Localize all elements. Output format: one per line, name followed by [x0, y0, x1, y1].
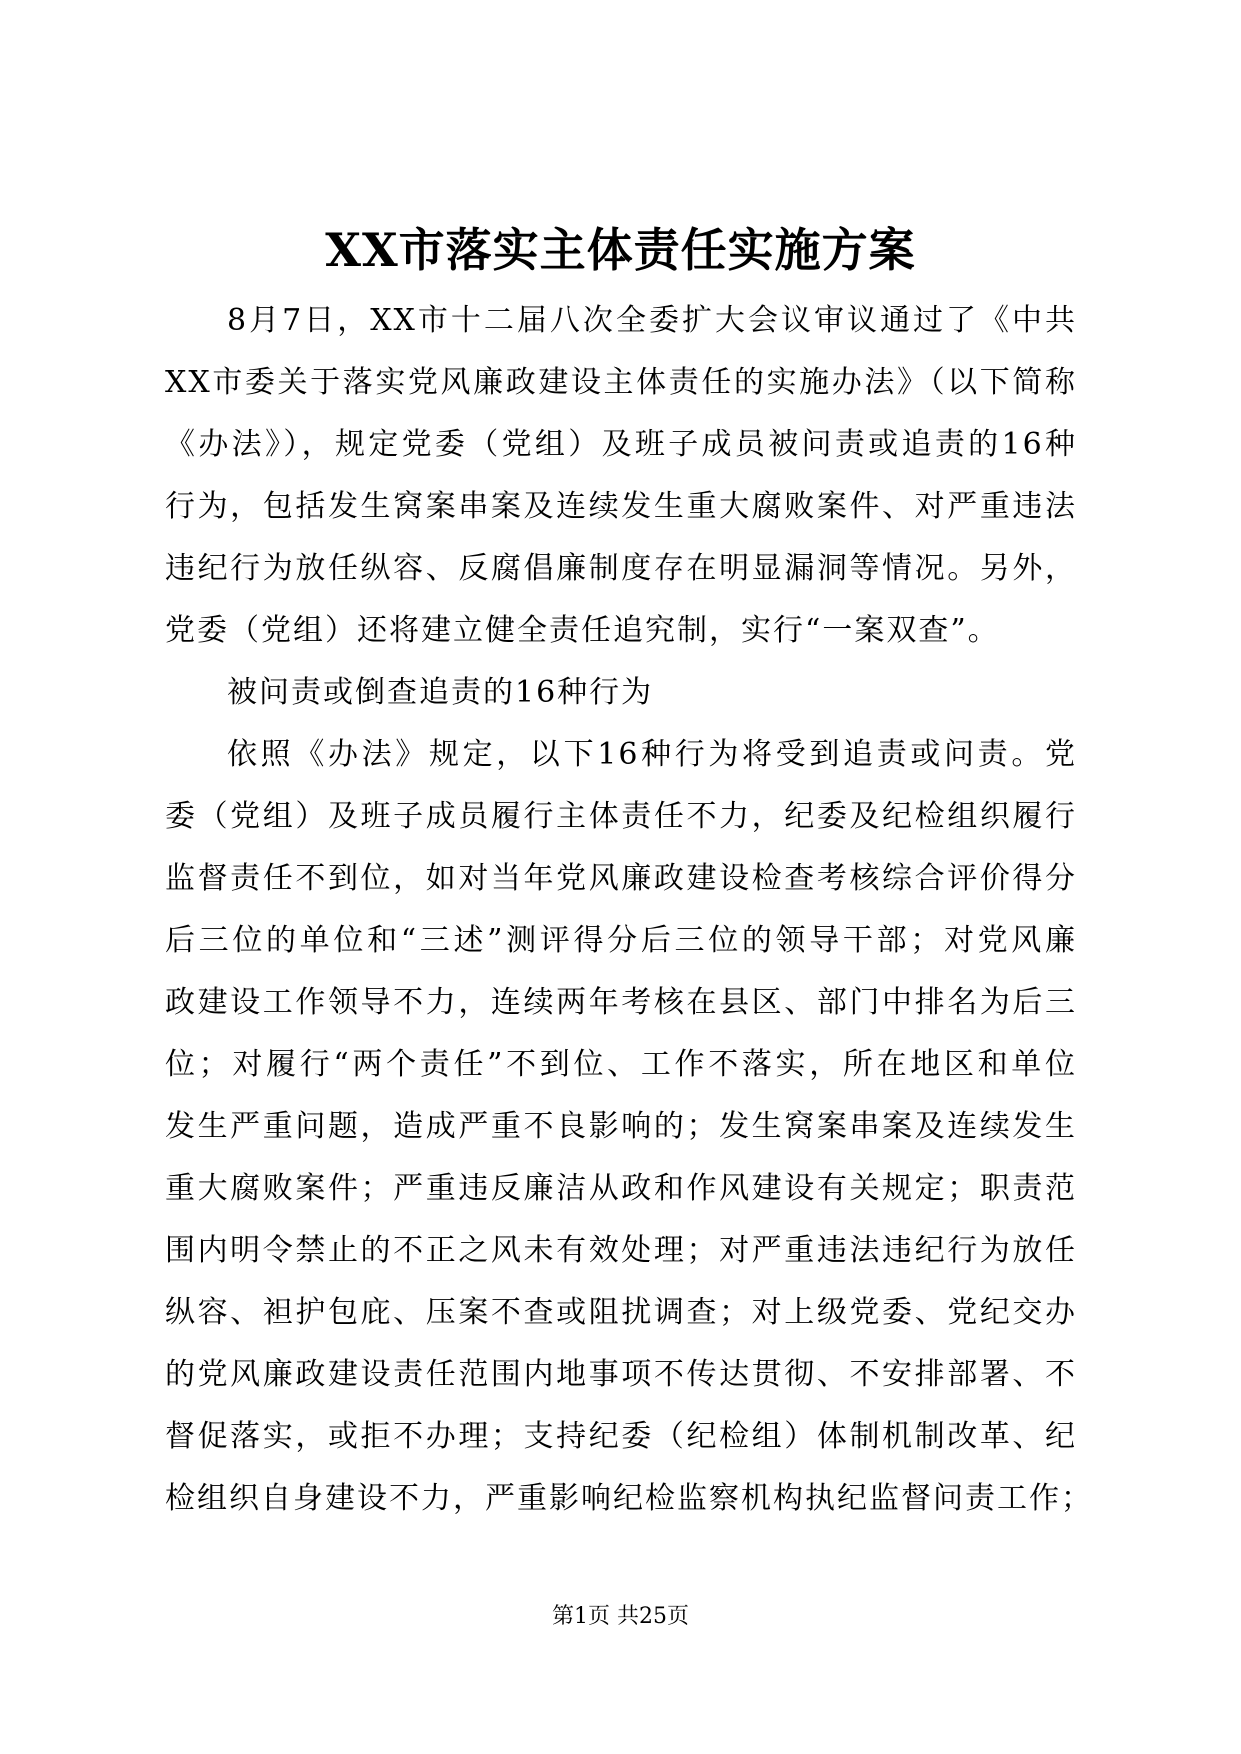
text-line: 行为，包括发生窝案串案及连续发生重大腐败案件、对严重违法 — [165, 489, 1077, 524]
text-line: 依照《办法》规定，以下16种行为将受到追责或问责。党 — [227, 737, 1077, 772]
text-line: 委（党组）及班子成员履行主体责任不力，纪委及纪检组织履行 — [165, 799, 1077, 834]
section-heading — [165, 662, 1077, 724]
text-line: 《办法》），规定党委（党组）及班子成员被问责或追责的16种 — [165, 427, 1077, 462]
text-line: 的党风廉政建设责任范围内地事项不传达贯彻、不安排部署、不 — [165, 1357, 1077, 1392]
text-line: 位；对履行“两个责任”不到位、工作不落实，所在地区和单位 — [165, 1047, 1077, 1082]
document-title: XX市落实主体责任实施方案 — [325, 223, 916, 277]
document-body — [165, 290, 1093, 1530]
text-line: 党委（党组）还将建立健全责任追究制，实行“一案双查”。 — [165, 613, 1000, 648]
text-line: 督促落实，或拒不办理；支持纪委（纪检组）体制机制改革、纪 — [165, 1419, 1077, 1454]
paragraph-behaviors — [165, 724, 1093, 1530]
text-line: 发生严重问题，造成严重不良影响的；发生窝案串案及连续发生 — [165, 1109, 1077, 1144]
text-line: 重大腐败案件；严重违反廉洁从政和作风建设有关规定；职责范 — [165, 1171, 1077, 1206]
text-line: 被问责或倒查追责的16种行为 — [227, 675, 654, 710]
text-line: 违纪行为放任纵容、反腐倡廉制度存在明显漏洞等情况。另外， — [165, 551, 1077, 586]
text-line: 检组织自身建设不力，严重影响纪检监察机构执纪监督问责工作； — [165, 1481, 1093, 1516]
text-line: XX市委关于落实党风廉政建设主体责任的实施办法》（以下简称 — [165, 365, 1077, 400]
text-line: 政建设工作领导不力，连续两年考核在县区、部门中排名为后三 — [165, 985, 1077, 1020]
text-line: 后三位的单位和“三述”测评得分后三位的领导干部；对党风廉 — [165, 923, 1077, 958]
text-line: 纵容、袒护包庇、压案不查或阻扰调查；对上级党委、党纪交办 — [165, 1295, 1077, 1330]
text-line: 8月7日，XX市十二届八次全委扩大会议审议通过了《中共 — [227, 303, 1077, 338]
text-line: 围内明令禁止的不正之风未有效处理；对严重违法违纪行为放任 — [165, 1233, 1077, 1268]
paragraph-intro — [165, 290, 1077, 662]
text-line: 监督责任不到位，如对当年党风廉政建设检查考核综合评价得分 — [165, 861, 1077, 896]
page-footer: 第1页 共25页 — [552, 1604, 689, 1629]
